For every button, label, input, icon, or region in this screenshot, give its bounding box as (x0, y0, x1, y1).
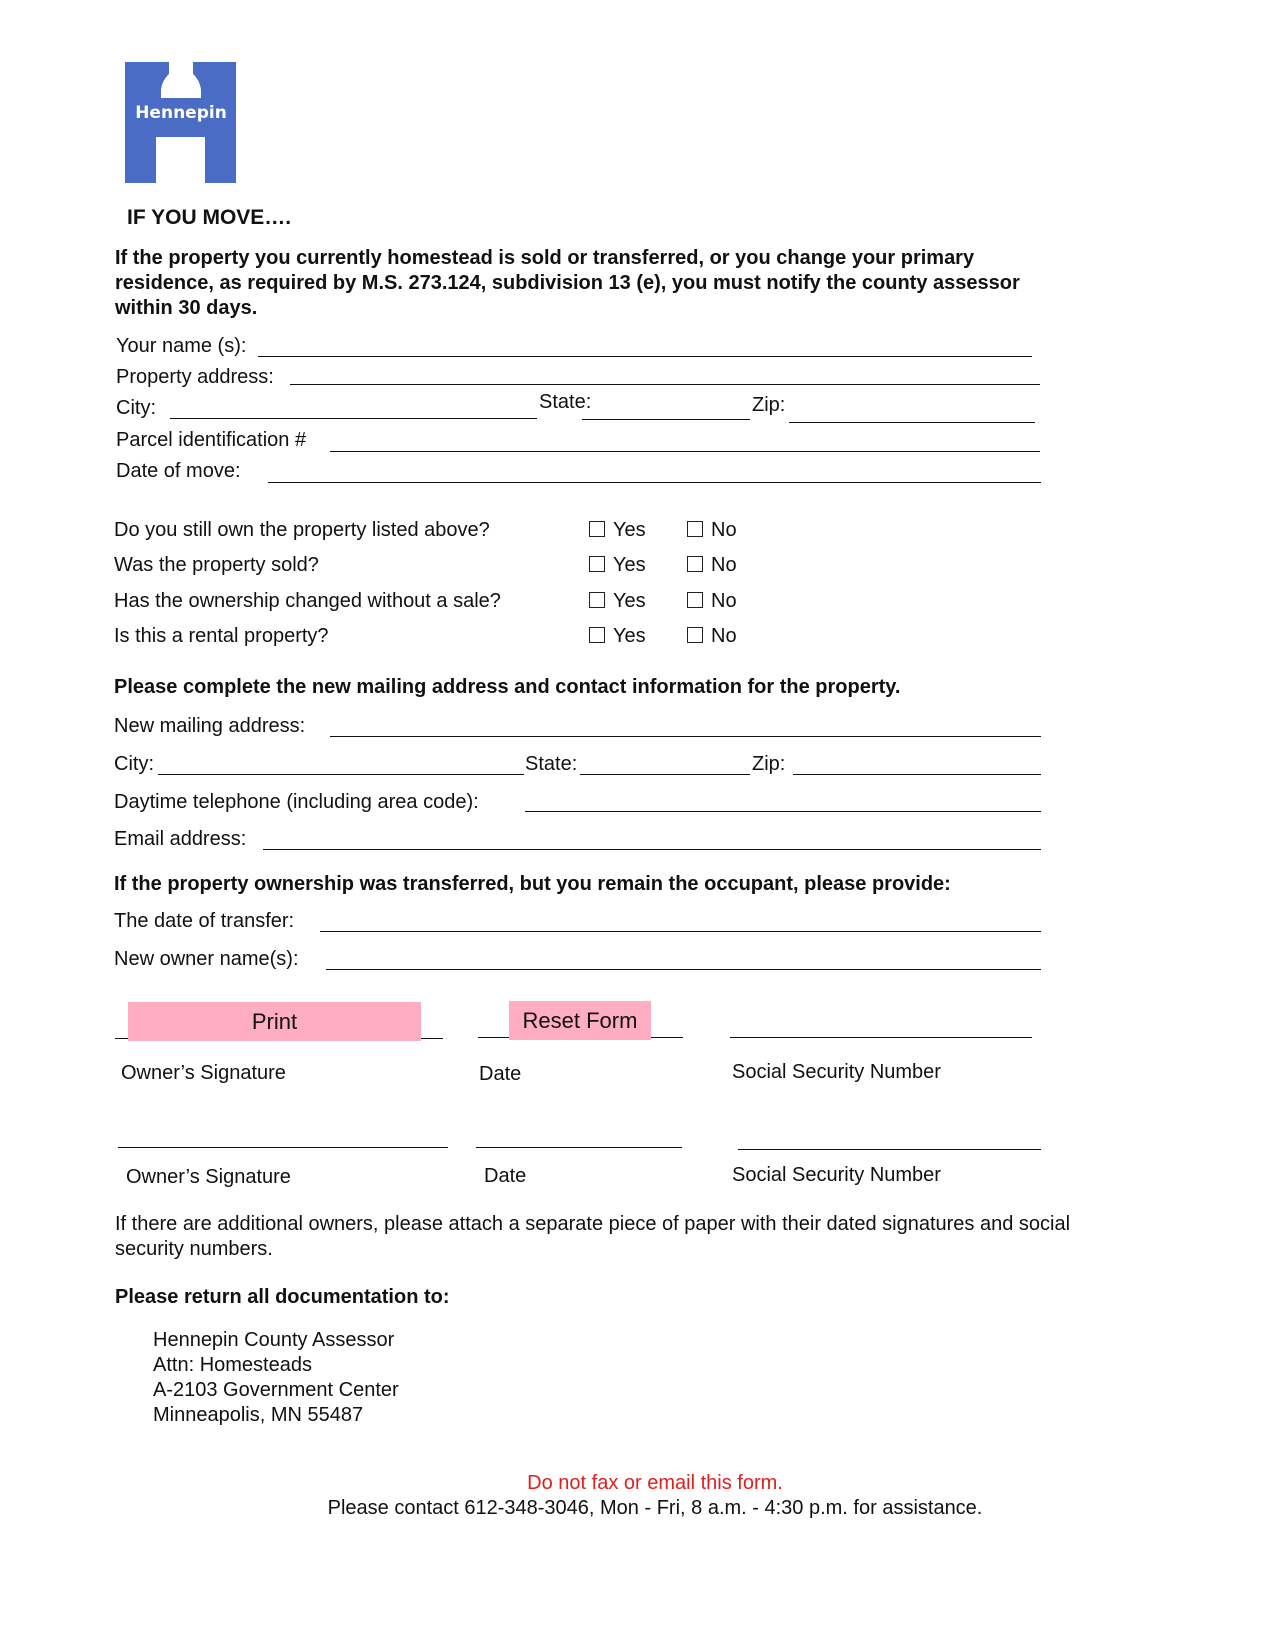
city-field[interactable] (170, 418, 537, 419)
ssn-line[interactable] (730, 1037, 1032, 1038)
address-line: Minneapolis, MN 55487 (153, 1404, 364, 1426)
no-checkbox[interactable]: No (687, 589, 737, 613)
no-checkbox[interactable]: No (687, 518, 737, 542)
intro-paragraph: If the property you currently homestead is sold or transferred, or you change your primary residence, as required by M.S. 273.124, subdivision 13 (e), you must notify the county assessor within 30 days. (115, 247, 1020, 319)
owner-signature-label-2: Owner’s Signature (126, 1166, 291, 1188)
state-field[interactable] (582, 419, 750, 420)
parcel-label: Parcel identification # (116, 429, 307, 451)
return-heading: Please return all documentation to: (115, 1286, 450, 1308)
new-owner-label: New owner name(s): (114, 948, 299, 970)
yes-checkbox[interactable]: Yes (589, 589, 646, 613)
date-label: Date (479, 1063, 522, 1085)
your-name-label: Your name (s): (116, 335, 247, 357)
new-city-label: City: (114, 753, 154, 775)
ssn-label-2: Social Security Number (732, 1164, 941, 1186)
new-mailing-address-label: New mailing address: (114, 715, 306, 737)
yes-checkbox[interactable]: Yes (589, 518, 646, 542)
no-checkbox[interactable]: No (687, 624, 737, 648)
address-line: Attn: Homesteads (153, 1354, 312, 1376)
owner-signature-line-2[interactable] (118, 1147, 448, 1148)
zip-label: Zip: (752, 394, 786, 416)
new-state-field[interactable] (580, 774, 750, 775)
ssn-label: Social Security Number (732, 1061, 941, 1083)
yes-checkbox[interactable]: Yes (589, 624, 646, 648)
ssn-line-2[interactable] (738, 1149, 1041, 1150)
address-line: A-2103 Government Center (153, 1379, 399, 1401)
transfer-heading: If the property ownership was transferred, but you remain the occupant, please provide: (114, 873, 951, 895)
email-field[interactable] (263, 849, 1041, 850)
no-fax-warning: Do not fax or email this form. (527, 1472, 783, 1494)
no-checkbox[interactable]: No (687, 553, 737, 577)
question-label: Has the ownership changed without a sale? (114, 590, 501, 612)
email-label: Email address: (114, 828, 247, 850)
new-zip-field[interactable] (793, 774, 1041, 775)
page-title: IF YOU MOVE…. (127, 206, 292, 229)
new-city-field[interactable] (158, 774, 524, 775)
new-mailing-address-field[interactable] (330, 736, 1041, 737)
property-address-field[interactable] (290, 384, 1040, 385)
phone-label: Daytime telephone (including area code): (114, 791, 479, 813)
date-of-move-field[interactable] (268, 482, 1041, 483)
svg-text:Hennepin: Hennepin (135, 103, 227, 123)
new-zip-label: Zip: (752, 753, 786, 775)
contact-info: Please contact 612-348-3046, Mon - Fri, 8 a.m. - 4:30 p.m. for assistance. (327, 1497, 983, 1519)
reset-form-button[interactable]: Reset Form (509, 1001, 651, 1040)
date-line-2[interactable] (476, 1147, 682, 1148)
new-state-label: State: (525, 753, 578, 775)
your-name-field[interactable] (258, 356, 1032, 357)
transfer-date-label: The date of transfer: (114, 910, 295, 932)
phone-field[interactable] (525, 811, 1041, 812)
date-of-move-label: Date of move: (116, 460, 241, 482)
date-label-2: Date (484, 1165, 527, 1187)
zip-field[interactable] (789, 422, 1035, 423)
parcel-field[interactable] (330, 451, 1040, 452)
mailing-heading: Please complete the new mailing address and contact information for the property. (114, 676, 901, 698)
question-label: Do you still own the property listed above? (114, 519, 490, 541)
additional-owners-note: If there are additional owners, please attach a separate piece of paper with their dated signatures and social security numbers. (115, 1213, 1071, 1260)
owner-signature-label: Owner’s Signature (121, 1062, 286, 1084)
address-line: Hennepin County Assessor (153, 1329, 395, 1351)
question-label: Is this a rental property? (114, 625, 329, 647)
new-owner-field[interactable] (326, 969, 1041, 970)
property-address-label: Property address: (116, 366, 274, 388)
state-label: State: (539, 391, 592, 413)
yes-checkbox[interactable]: Yes (589, 553, 646, 577)
transfer-date-field[interactable] (320, 931, 1041, 932)
question-label: Was the property sold? (114, 554, 319, 576)
hennepin-logo (125, 62, 236, 183)
print-button[interactable]: Print (128, 1002, 421, 1041)
city-label: City: (116, 397, 156, 419)
return-address (153, 1328, 399, 1428)
